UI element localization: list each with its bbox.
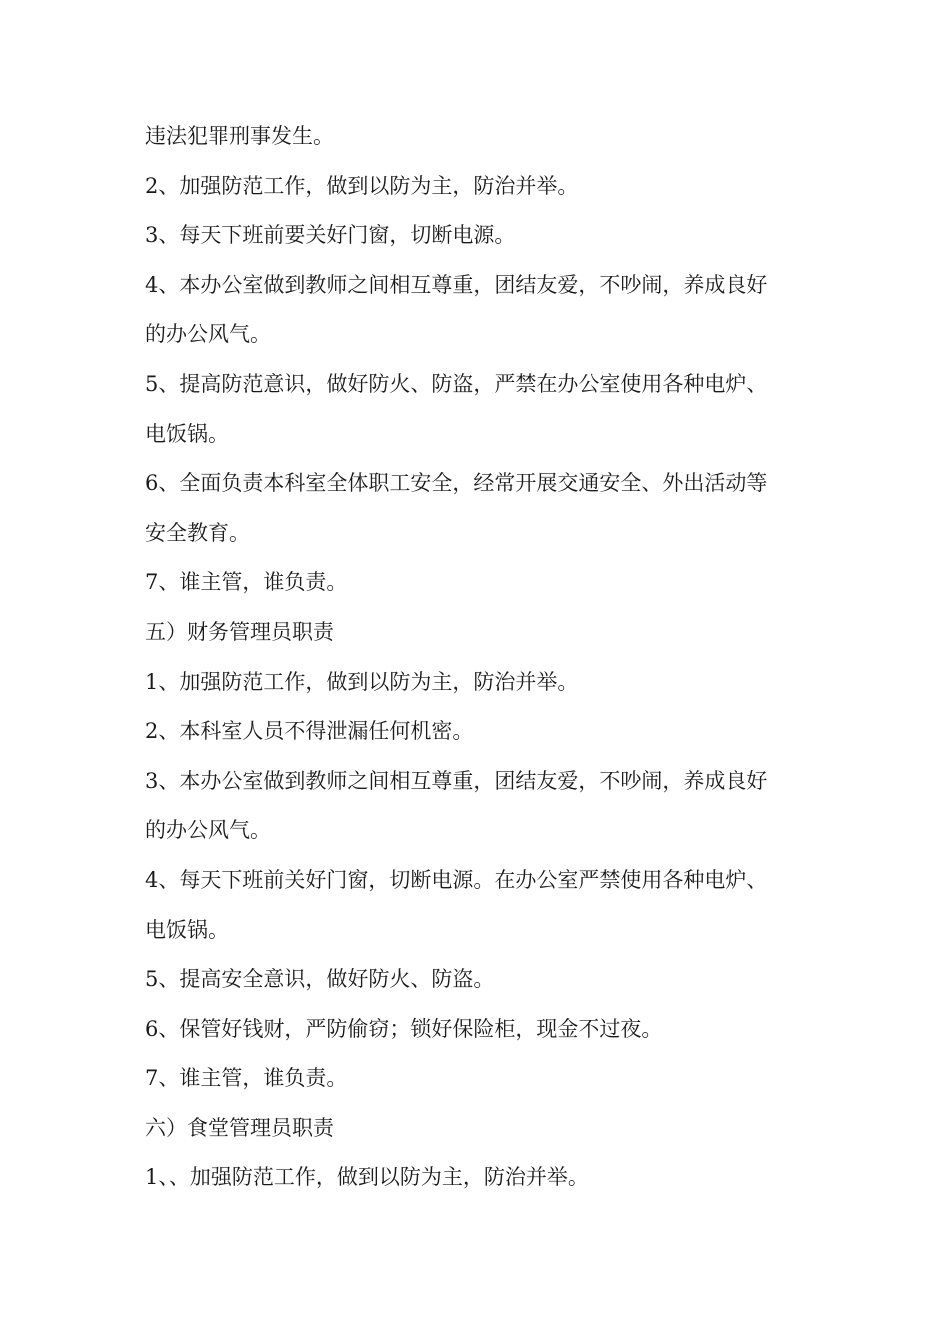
- text-line: 2、加强防范工作，做到以防为主，防治并举。: [145, 173, 579, 198]
- document-body: [145, 112, 815, 1203]
- text-line: 5、提高防范意识，做好防火、防盗，严禁在办公室使用各种电炉、: [145, 371, 768, 396]
- text-line: 3、每天下班前要关好门窗，切断电源。: [145, 223, 516, 248]
- text-line: 2、本科室人员不得泄漏任何机密。: [145, 719, 474, 744]
- text-line: 1、加强防范工作，做到以防为主，防治并举。: [145, 669, 579, 694]
- text-line: 的办公风气。: [145, 322, 271, 347]
- section-heading: 五）财务管理员职责: [145, 619, 334, 644]
- text-line: 安全教育。: [145, 520, 250, 545]
- text-line: 4、本办公室做到教师之间相互尊重，团结友爱，不吵闹，养成良好: [145, 272, 768, 297]
- text-line: 违法犯罪刑事发生。: [145, 124, 334, 148]
- text-line: 3、本办公室做到教师之间相互尊重，团结友爱，不吵闹，养成良好: [145, 768, 768, 793]
- text-line: 的办公风气。: [145, 818, 271, 843]
- text-line: 5、提高安全意识，做好防火、防盗。: [145, 967, 495, 992]
- text-line: 6、保管好钱财，严防偷窃；锁好保险柜，现金不过夜。: [145, 1016, 663, 1041]
- text-line: 电饭锅。: [145, 917, 229, 942]
- text-line: 7、谁主管，谁负责。: [145, 570, 348, 595]
- section-heading: 六）食堂管理员职责: [145, 1115, 334, 1140]
- text-line: 4、每天下班前关好门窗，切断电源。在办公室严禁使用各种电炉、: [145, 867, 768, 892]
- text-line: 7、谁主管，谁负责。: [145, 1066, 348, 1091]
- text-line: 电饭锅。: [145, 421, 229, 446]
- text-line: 6、全面负责本科室全体职工安全，经常开展交通安全、外出活动等: [145, 471, 768, 496]
- text-line: 1、、加强防范工作，做到以防为主，防治并举。: [145, 1165, 589, 1190]
